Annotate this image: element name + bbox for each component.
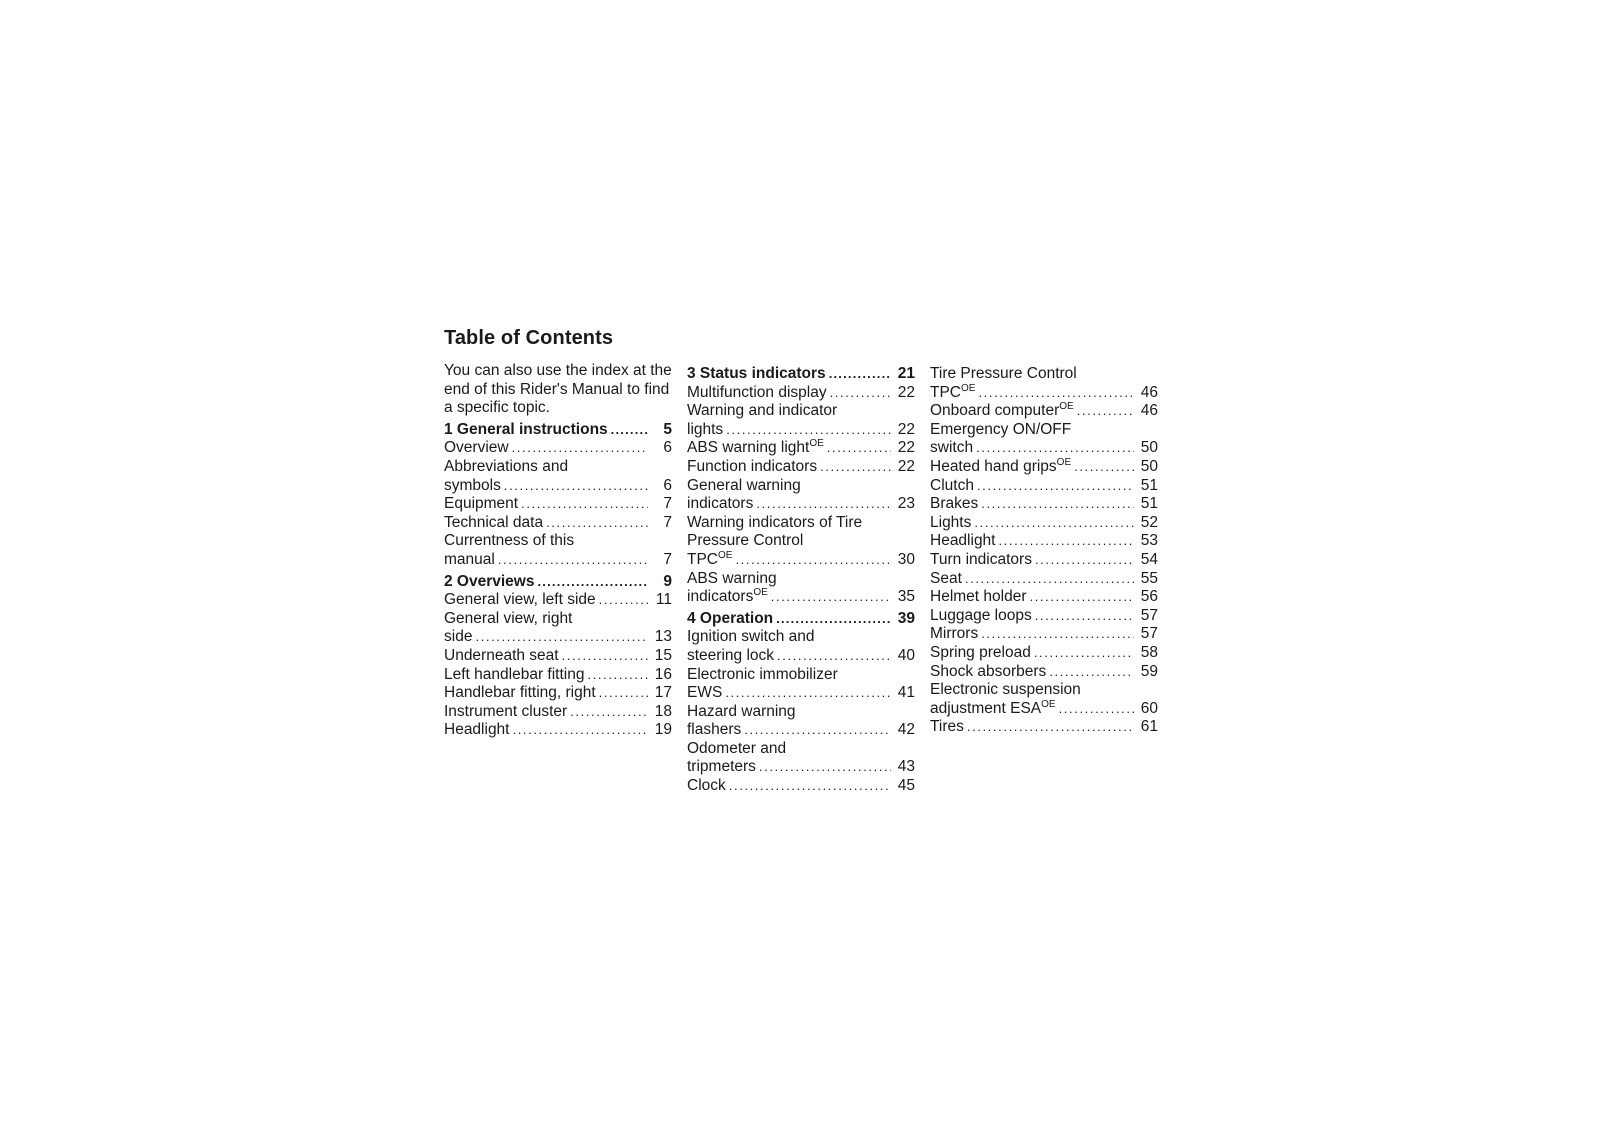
option-superscript: OE [1059,401,1074,413]
toc-entry-title-line: Emergency ON/OFF [930,420,1072,438]
dot-leader [587,666,648,685]
toc-entry-title: tripmeters [687,758,756,776]
toc-entry-title-line: Warning indicators of Tire [687,513,863,531]
toc-entry [930,625,1158,644]
toc-entry [930,477,1158,496]
toc-entry-title: indicators$^{OE}$ [687,587,768,606]
option-superscript: OE [809,438,824,450]
dot-leader [827,439,891,458]
toc-page-number: 51 [1140,476,1158,494]
dot-leader [978,384,1134,403]
toc-page-number: 6 [663,439,672,457]
intro-text: You can also use the index at the end of this Rider's Manual to find a specific topic. [444,362,672,417]
toc-entry-title: Onboard computer$^{OE}$ [930,401,1074,420]
toc-entry [687,628,915,665]
toc-entry [930,551,1158,570]
toc-entry-title-line: Electronic suspension [930,681,1081,699]
toc-entry-title-line: Currentness of this [444,532,575,550]
toc-entry-title-line: Electronic immobilizer [687,665,838,683]
toc-entry [687,402,915,439]
dot-leader [965,570,1134,589]
toc-entry-title-line: Pressure Control [687,532,804,550]
toc-entry-title-line: General view, right [444,609,573,627]
dot-leader [759,758,891,777]
toc-entry [687,703,915,740]
toc-entry [930,570,1158,589]
toc-page-number: 57 [1140,606,1158,624]
option-superscript: OE [1056,456,1072,468]
toc-entry-title-line: General warning [687,476,801,494]
toc-entry-title: 1 General instructions [444,420,608,438]
toc-entry [687,477,915,514]
toc-entry-title: Helmet holder [930,588,1027,606]
toc-entry [930,663,1158,682]
toc-page-number: 22 [897,457,915,475]
toc-entry [687,740,915,777]
toc-entry-title: Equipment [444,495,519,513]
toc-entry-title: Clutch [930,476,974,494]
toc-page-number: 41 [897,684,915,702]
toc-entry-title: $TPC^{OE}$ [687,549,733,568]
dot-leader [967,718,1134,737]
toc-page-number: 56 [1140,588,1158,606]
toc-entry [444,439,672,458]
toc-entry-title-line: Warning and indicator [687,402,838,420]
toc-entry [444,591,672,610]
toc-entry [930,681,1158,718]
toc-page-number: 21 [897,365,915,382]
toc-entry-title: Tires [930,718,964,736]
toc-entry-title: $TPC^{OE}$ [930,382,976,401]
toc-page-number: 35 [897,588,915,606]
dot-leader [570,703,648,722]
toc-page-number: 53 [1140,532,1158,550]
toc-page-number: 15 [654,646,672,664]
toc-chapter [444,421,672,440]
toc-page-number: 58 [1140,643,1158,661]
toc-entry-title: Mirrors [930,625,979,643]
dot-leader [771,588,891,607]
toc-page-number: 7 [663,513,672,531]
toc-page-number: 59 [1140,662,1158,680]
toc-page-number: 22 [897,420,915,438]
toc-entry-title: Spring preload [930,643,1031,661]
dot-leader [756,495,891,514]
toc-entry [930,402,1158,421]
dot-leader [976,439,1134,458]
toc-entry-title: lights [687,420,724,438]
toc-entry-title: Seat [930,569,962,587]
toc-page-number: 60 [1140,699,1158,717]
dot-leader [776,610,891,629]
toc-page-number: 22 [897,439,915,457]
toc-entry [687,384,915,403]
toc-page-number: 46 [1140,402,1158,420]
toc-page-number: 57 [1140,625,1158,643]
toc-entry [687,439,915,458]
toc-entry [930,607,1158,626]
toc-entry-title-line: Odometer and [687,739,787,757]
toc-entry [444,703,672,722]
toc-entry-title-line: ABS warning [687,569,777,587]
dot-leader [981,495,1134,514]
toc-entry [444,495,672,514]
dot-leader [1049,663,1134,682]
toc-entry-title: Technical data [444,513,544,531]
dot-leader [599,684,648,703]
toc-entry [930,588,1158,607]
toc-page-number: 61 [1140,718,1158,736]
toc-page-number: 39 [897,609,915,627]
toc-entry-title: EWS [687,684,723,702]
dot-leader [1059,700,1134,719]
toc-entry-title: switch [930,439,974,457]
toc-entry-title: Multifunction display [687,383,827,401]
toc-entry [930,514,1158,533]
toc-entry [444,458,672,495]
toc-entry [930,718,1158,737]
dot-leader [546,514,648,533]
toc-entry-title: Clock [687,777,726,795]
dot-leader [521,495,648,514]
dot-leader [977,477,1134,496]
toc-column-3 [930,365,1158,737]
toc-entry-title: ABS warning light$^{OE}$ [687,438,824,457]
toc-entry-title-line: Hazard warning [687,702,796,720]
toc-entry-title: Instrument cluster [444,702,568,720]
toc-entry-title: symbols [444,476,501,494]
toc-entry-title: Left handlebar fitting [444,665,585,683]
toc-entry-title: Function indicators [687,457,818,475]
toc-page-number: 7 [663,550,672,568]
toc-page-number: 30 [897,550,915,568]
dot-leader [1074,458,1134,477]
page-title: Table of Contents [444,327,614,349]
toc-chapter [444,573,672,592]
dot-leader [820,458,891,477]
dot-leader [562,647,648,666]
toc-page-number: 7 [663,495,672,513]
toc-entry-title-line: Ignition switch and [687,628,815,646]
option-superscript: OE [753,587,768,599]
toc-entry [444,514,672,533]
toc-entry [930,495,1158,514]
toc-page-number: 18 [654,702,672,720]
toc-entry-title: adjustment $ESA^{OE}$ [930,698,1056,717]
toc-page-number: 5 [663,420,672,438]
toc-entry [930,458,1158,477]
toc-entry [687,514,915,570]
dot-leader [777,647,891,666]
toc-entry [444,684,672,703]
dot-leader [1034,644,1134,663]
toc-page-number: 19 [654,721,672,739]
toc-entry-title: side [444,628,473,646]
toc-entry [687,666,915,703]
toc-entry [444,532,672,569]
dot-leader [725,684,891,703]
toc-entry [687,777,915,796]
toc-page-number: 54 [1140,550,1158,568]
toc-entry-title: Underneath seat [444,646,559,664]
toc-page-number: 17 [654,684,672,702]
dot-leader [974,514,1134,533]
dot-leader [611,421,648,440]
dot-leader [829,365,891,384]
toc-entry-title: Brakes [930,495,979,513]
toc-page-number: 50 [1140,439,1158,457]
dot-leader [1077,402,1134,421]
toc-entry [930,365,1158,402]
toc-entry-title: 3 Status indicators [687,365,826,382]
toc-page-number: 11 [655,591,672,609]
dot-leader [735,551,891,570]
toc-entry [444,666,672,685]
dot-leader [504,477,648,496]
toc-column-2 [687,365,915,796]
toc-page-number: 43 [897,758,915,776]
toc-chapter [687,610,915,629]
toc-entry-title-line: Tire Pressure Control [930,365,1077,382]
toc-page-number: 42 [897,721,915,739]
toc-entry-title: General view, left side [444,591,596,609]
dot-leader [1030,588,1135,607]
toc-entry-title: Heated hand grips$^{OE}$ [930,456,1072,475]
toc-entry-title: 4 Operation [687,609,774,627]
dot-leader [512,439,648,458]
toc-entry-title: Shock absorbers [930,662,1047,680]
toc-page-number: 16 [654,665,672,683]
dot-leader [999,532,1135,551]
toc-entry [444,721,672,740]
toc-entry-title: Overview [444,439,509,457]
dot-leader [981,625,1134,644]
toc-page-number: 51 [1140,495,1158,513]
toc-page-number: 13 [654,628,672,646]
toc-entry-title: indicators [687,495,754,513]
toc-entry-title: flashers [687,721,742,739]
toc-entry-title: manual [444,550,495,568]
dot-leader [744,721,891,740]
dot-leader [599,591,648,610]
toc-page-number: 23 [897,495,915,513]
option-superscript: OE [718,549,733,561]
toc-entry [444,610,672,647]
dot-leader [729,777,891,796]
toc-entry [930,421,1158,458]
toc-entry [444,647,672,666]
toc-page-number: 55 [1140,569,1158,587]
dot-leader [726,421,891,440]
toc-entry-title: Turn indicators [930,550,1032,568]
toc-entry-title: Lights [930,513,972,531]
toc-entry-title: Handlebar fitting, right [444,684,596,702]
toc-entry-title: Headlight [444,721,510,739]
toc-page-number: 45 [897,777,915,795]
toc-chapter [687,365,915,384]
toc-entry-title: Headlight [930,532,996,550]
dot-leader [513,721,649,740]
toc-entry-title: 2 Overviews [444,572,535,590]
dot-leader [1035,607,1134,626]
dot-leader [475,628,648,647]
dot-leader [498,551,648,570]
toc-entry [930,532,1158,551]
toc-page-number: 52 [1140,513,1158,531]
dot-leader [830,384,891,403]
toc-page-number: 40 [897,646,915,664]
toc-entry-title-line: Abbreviations and [444,457,569,475]
toc-entry [687,570,915,607]
toc-column-1 [444,362,672,740]
toc-page-number: 22 [897,383,915,401]
toc-entry [687,458,915,477]
toc-page-number: 50 [1140,457,1158,475]
dot-leader [537,573,648,592]
toc-entry-title: steering lock [687,646,775,664]
toc-entry [930,644,1158,663]
toc-page-number: 9 [663,572,672,590]
dot-leader [1035,551,1134,570]
option-superscript: OE [961,382,976,394]
toc-page-number: 46 [1140,383,1158,401]
option-superscript: OE [1041,698,1056,710]
toc-entry-title: Luggage loops [930,606,1032,624]
toc-page-number: 6 [663,476,672,494]
